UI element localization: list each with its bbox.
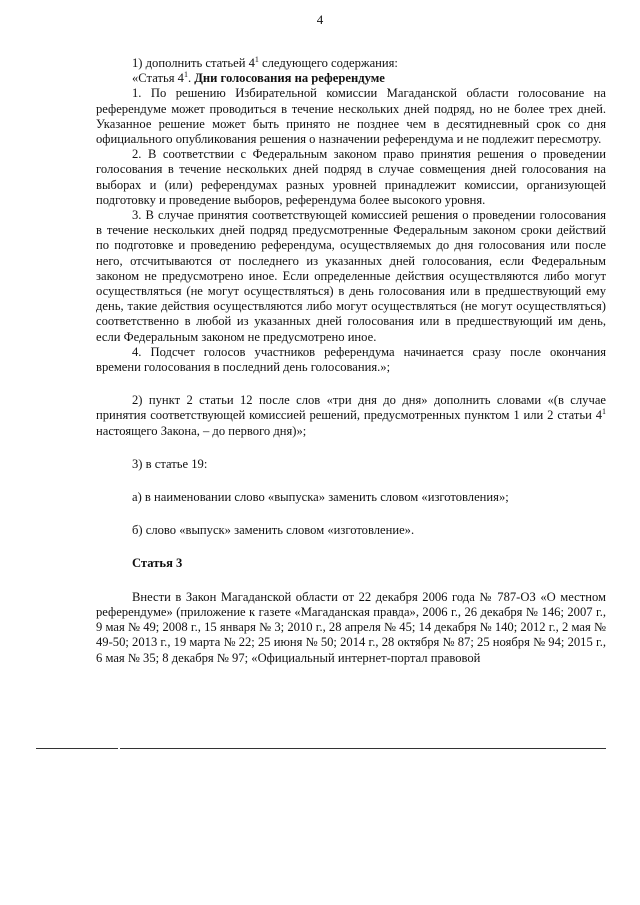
amendment-1-tail: следующего содержания: <box>258 56 398 70</box>
article-item-1: 1. По решению Избирательной комиссии Магаданской области голосование на референдуме может проводиться в течение нескольких дней подряд, но не более трех дней. Указанное решение может быть принято не позднее чем в десятидневный срок со дня официального опубликования решения о назначении референдума и не подлежит пересмотру. <box>96 86 606 147</box>
amendment-3: 3) в статье 19: <box>132 456 208 471</box>
superscript: 1 <box>602 407 606 417</box>
article-heading <box>96 71 606 86</box>
article-item-4: 4. Подсчет голосов участников референдума начинается сразу после окончания времени голосования в последний день голосования.»; <box>96 344 606 375</box>
amendment-1-intro <box>96 56 606 71</box>
article-dot: . <box>187 71 195 86</box>
superscript: 1 <box>183 70 188 80</box>
amendment-3b: б) слово «выпуск» заменить словом «изготовление». <box>132 523 415 538</box>
document-body <box>96 56 606 666</box>
superscript: 1 <box>254 54 259 64</box>
page-divider <box>120 748 606 749</box>
article-prefix: «Статья 4 <box>132 71 184 86</box>
amendment-3a: а) в наименовании слово «выпуска» заменить словом «изготовления»; <box>132 490 509 505</box>
amendment-2-tail: настоящего Закона, – до первого дня)»; <box>96 423 307 438</box>
page-number: 4 <box>316 12 324 27</box>
article-item-3: 3. В случае принятия соответствующей комиссией решения о проведении голосования в течение нескольких дней подряд предусмотренные Федеральным законом сроки действий по подготовке и проведению референдума, осуществляемых до дня голосования или после него, отсчитываются от последнего из указанных дней голосования, если Федеральным законом не предусмотрено иное. Если определенные действия осуществляются либо могут осуществляться (не могут осуществляться) в день голосования или в предшествующий ему день, такие действия осуществляются либо могут осуществляться (не могут осуществляться) соответственно в любой из указанных дней голосования или в предшествующий им день, если Федеральным законом не предусмотрено иное. <box>96 208 606 344</box>
article-title: Дни голосования на референдуме <box>194 71 385 86</box>
amendment-1-text: 1) дополнить статьей 4 <box>132 56 255 70</box>
article-3-text: Внести в Закон Магаданской области от 22 декабря 2006 года № 787-ОЗ «О местном референдуме» (приложение к газете «Магаданская правда», 2006 г., 26 декабря № 146; 2007 г., 9 мая № 49; 2008 г., 15 января № 3; 2010 г., 28 апреля № 45; 14 декабря № 140; 2012 г., 2 мая № 49-50; 2013 г., 19 марта № 22; 25 июня № 50; 2014 г., 28 октября № 87; 25 ноября № 94; 2015 г., 6 мая № 35; 8 декабря № 97; «Официальный интернет-портал правовой <box>96 589 606 665</box>
section-heading-article-3: Статья 3 <box>132 556 183 571</box>
page-divider-left <box>36 748 118 749</box>
amendment-2-text: 2) пункт 2 статьи 12 после слов «три дня до дня» дополнить словами «(в случае принятия соответствующей комиссией решений, предусмотренных пунктом 1 или 2 статьи 4 <box>96 393 606 423</box>
amendment-2 <box>96 393 606 439</box>
article-item-2: 2. В соответствии с Федеральным законом право принятия решения о проведении голосования в течение нескольких дней подряд в случае совмещения дней голосования на выборах и (или) референдумах разных уровней принадлежит комиссии, организующей подготовку и проведение выборов, референдума более высокого уровня. <box>96 147 606 207</box>
